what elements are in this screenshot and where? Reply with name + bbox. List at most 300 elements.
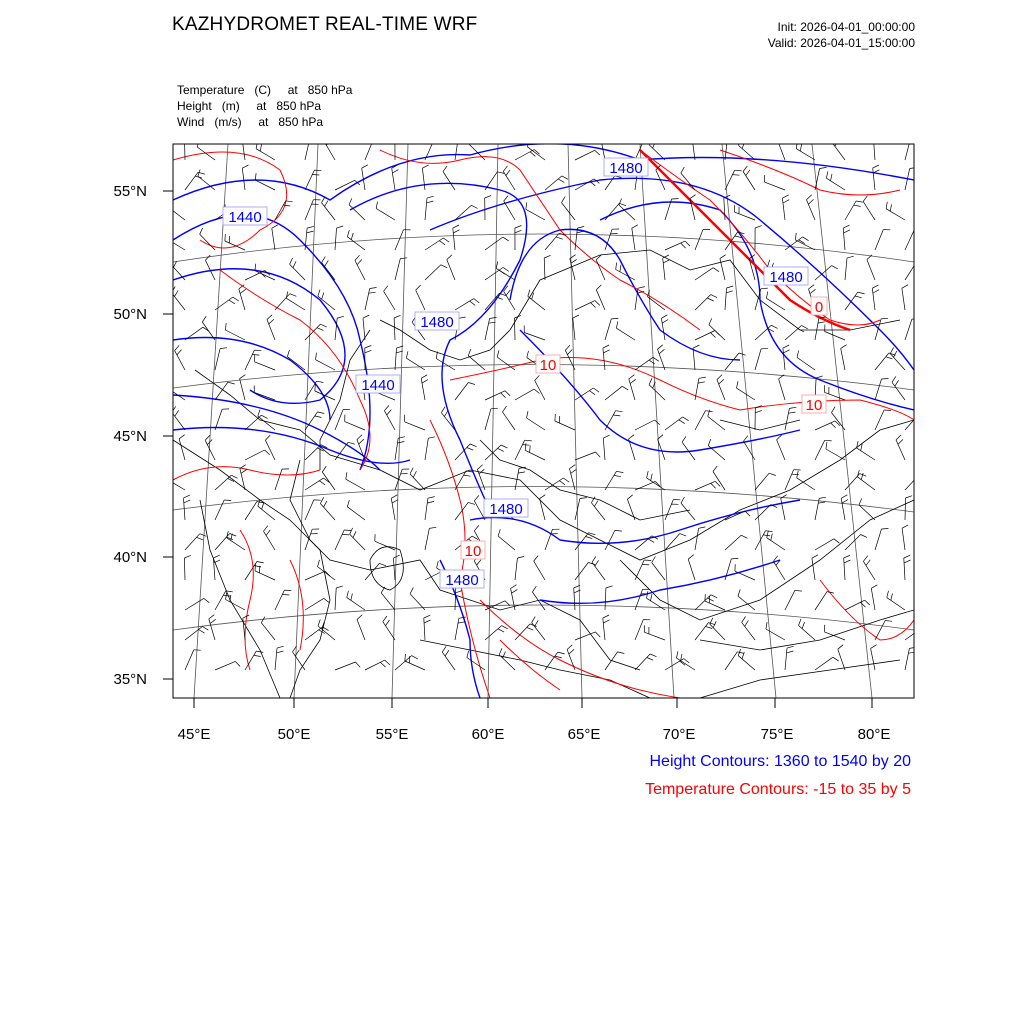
wind-barb-flag	[800, 144, 801, 151]
lon-label-75: 75°E	[760, 726, 794, 743]
wind-barb-flag	[474, 299, 480, 303]
wind-barb-flag	[412, 656, 418, 659]
wind-barb-flag	[569, 649, 574, 654]
wind-barb-flag	[711, 595, 717, 598]
wind-barb-flag	[771, 325, 777, 328]
wind-barb	[545, 478, 563, 490]
wind-barb-flag	[387, 410, 392, 415]
wind-barb-flag	[914, 230, 921, 231]
wind-barb-flag	[826, 442, 827, 449]
wind-barb	[875, 230, 883, 250]
wind-barb	[838, 649, 845, 670]
wind-barb-flag	[595, 301, 600, 306]
wind-barb-flag	[205, 435, 210, 440]
height-label: 1440	[361, 377, 395, 394]
wind-barb-flag	[424, 620, 430, 623]
wind-barb-flag	[706, 626, 713, 628]
wind-barb-flag	[347, 591, 349, 598]
wind-barb-flag	[530, 446, 531, 453]
wind-barb-flag	[896, 435, 901, 440]
wind-barb-flag	[470, 444, 477, 447]
wind-barb	[167, 388, 185, 400]
height-label: 1440	[228, 209, 262, 226]
wind-barb	[596, 260, 605, 280]
wind-barb	[474, 501, 485, 520]
wind-barb	[272, 228, 275, 250]
wind-barb-flag	[603, 615, 609, 618]
wind-barb-flag	[562, 197, 566, 203]
wind-barb-flag	[920, 414, 927, 417]
wind-barb	[725, 535, 741, 550]
wind-barb-flag	[444, 411, 448, 417]
wind-barb-flag	[410, 468, 413, 474]
wind-barb-flag	[713, 268, 719, 272]
wind-barb	[767, 538, 785, 550]
wind-barb	[575, 150, 595, 160]
wind-barb-flag	[728, 136, 735, 138]
wind-barb-flag	[241, 469, 247, 473]
wind-barb	[695, 528, 699, 550]
wind-barb	[393, 558, 395, 580]
wind-barb	[892, 382, 905, 400]
wind-barb-flag	[681, 167, 684, 173]
wind-barb	[688, 559, 695, 580]
wind-barb	[383, 622, 395, 640]
wind-barb-flag	[260, 144, 261, 151]
wind-barb-flag	[620, 265, 621, 272]
wind-barb-flag	[320, 324, 326, 327]
wind-barb-flag	[630, 379, 636, 383]
wind-barb-flag	[682, 436, 686, 442]
wind-barb-flag	[286, 201, 293, 202]
wind-barb-flag	[720, 255, 726, 259]
wind-barb	[725, 288, 727, 310]
wind-barb-flag	[227, 531, 229, 538]
wind-barb	[215, 475, 231, 490]
wind-barb-flag	[501, 393, 506, 398]
wind-barb-flag	[416, 285, 421, 290]
wind-barb-flag	[266, 530, 270, 536]
wind-barb-flag	[872, 285, 878, 288]
wind-barb	[305, 571, 325, 580]
wind-barb-flag	[498, 529, 500, 536]
wind-barb-flag	[826, 171, 828, 178]
wind-barb	[886, 209, 905, 220]
wind-barb	[347, 237, 365, 250]
lon-label-80: 80°E	[857, 726, 891, 743]
wind-barb	[785, 648, 787, 670]
wind-barb-flag	[318, 412, 325, 414]
wind-barb-flag	[527, 351, 529, 358]
wind-barb	[405, 422, 425, 430]
wind-barb	[545, 652, 558, 670]
wind-barb-flag	[365, 350, 372, 353]
init-time: Init: 2026-04-01_00:00:00	[777, 20, 915, 34]
wind-barb-flag	[745, 511, 750, 516]
height-label: 1480	[769, 269, 803, 286]
wind-barb-flag	[810, 289, 816, 293]
wind-barb-flag	[835, 421, 840, 426]
height-label: 1480	[420, 314, 454, 331]
wind-barb	[335, 442, 348, 460]
wind-barb	[468, 356, 485, 370]
height-label: 1480	[489, 501, 523, 518]
wind-barb	[416, 290, 425, 310]
wind-barb	[896, 440, 905, 460]
wind-barb	[725, 138, 728, 160]
wind-barb-flag	[485, 195, 492, 198]
wind-barb-flag	[428, 497, 435, 499]
wind-barb	[322, 203, 336, 220]
wind-barb-flag	[771, 534, 773, 541]
wind-barb	[166, 479, 185, 490]
wind-barb-flag	[858, 292, 865, 294]
wind-barb-flag	[491, 408, 498, 409]
wind-barb-flag	[886, 202, 887, 209]
wind-barb-flag	[613, 415, 620, 416]
wind-barb-flag	[342, 534, 349, 535]
wind-barb	[425, 238, 443, 250]
wind-barb	[735, 571, 755, 580]
wind-barb-flag	[503, 267, 509, 271]
wind-barb	[503, 171, 515, 190]
wind-barb	[815, 592, 827, 610]
wind-barb-flag	[204, 598, 210, 602]
wind-barb-flag	[890, 204, 891, 211]
wind-barb-flag	[690, 195, 696, 199]
wind-barb-flag	[470, 301, 476, 305]
wind-barb	[365, 563, 379, 580]
wind-barb	[485, 409, 491, 430]
wind-barb-flag	[649, 378, 652, 385]
wind-barb	[305, 627, 323, 640]
wind-barb	[797, 357, 815, 370]
wind-barb	[635, 654, 650, 670]
wind-barb	[616, 328, 635, 340]
wind-barb	[293, 652, 306, 670]
wind-barb-flag	[284, 590, 291, 591]
wind-barb-flag	[735, 170, 742, 171]
wind-barb-flag	[809, 285, 815, 289]
wind-barb	[738, 596, 755, 610]
wind-barb-flag	[422, 165, 428, 168]
wind-barb	[781, 498, 785, 520]
wind-barb	[406, 358, 425, 370]
wind-barb	[815, 266, 832, 280]
wind-barb	[785, 326, 802, 341]
wind-barb	[305, 200, 313, 220]
wind-barb	[384, 291, 395, 310]
wind-barb-flag	[616, 411, 623, 412]
wind-barb	[652, 563, 665, 581]
wind-barb-flag	[563, 478, 569, 482]
wind-barb	[349, 205, 365, 220]
wind-barb	[857, 477, 875, 490]
wind-barb	[635, 560, 644, 580]
wind-barb-flag	[320, 481, 326, 485]
wind-barb	[347, 598, 365, 610]
wind-barb	[826, 178, 845, 190]
wind-barb-flag	[833, 657, 839, 661]
wind-barb-flag	[892, 376, 896, 382]
wind-barb-flag	[534, 556, 538, 562]
wind-barb	[902, 288, 905, 310]
wind-barb	[525, 450, 545, 460]
wind-barb-flag	[783, 345, 789, 348]
wind-barb-flag	[505, 391, 510, 396]
wind-barb	[535, 381, 545, 401]
wind-barb	[785, 408, 789, 430]
wind-barb	[242, 168, 245, 190]
wind-barb-flag	[243, 140, 249, 143]
wind-barb-flag	[831, 423, 836, 428]
wind-barb-flag	[616, 321, 617, 328]
wind-barb	[255, 571, 275, 580]
wind-barb-flag	[307, 226, 314, 228]
wind-barb	[405, 661, 425, 670]
wind-barb-flag	[316, 353, 317, 360]
wind-barb	[381, 593, 395, 610]
wind-barb-flag	[861, 444, 863, 451]
wind-barb-flag	[816, 376, 823, 378]
wind-barb	[410, 474, 425, 490]
wind-barb-flag	[203, 327, 209, 331]
wind-barb-flag	[707, 598, 713, 601]
wind-barb-flag	[525, 440, 532, 441]
wind-barb-flag	[511, 585, 517, 589]
wind-barb-flag	[558, 652, 565, 654]
wind-barb-flag	[910, 168, 917, 169]
wind-barb-flag	[857, 470, 859, 477]
wind-barb-flag	[526, 202, 527, 209]
wind-barb-flag	[887, 591, 889, 598]
wind-barb-flag	[558, 179, 564, 182]
wind-barb	[575, 563, 588, 581]
wind-barb	[485, 626, 502, 640]
wind-barb	[738, 656, 755, 670]
wind-barb	[287, 357, 305, 370]
wind-barb	[815, 318, 819, 340]
wind-barb	[357, 620, 365, 641]
wind-barb-flag	[615, 530, 622, 531]
wind-barb-flag	[818, 322, 825, 323]
wind-barb	[905, 230, 914, 250]
wind-barb	[320, 504, 335, 521]
wind-barb	[185, 627, 202, 641]
wind-barb	[485, 237, 503, 250]
wind-barb	[455, 299, 474, 310]
wind-barb	[867, 260, 875, 280]
wind-barb-flag	[424, 615, 430, 618]
wind-barb-flag	[445, 650, 449, 656]
wind-barb-flag	[395, 136, 402, 139]
wind-barb-flag	[726, 291, 733, 293]
wind-barb	[425, 498, 428, 520]
wind-barb-flag	[745, 620, 749, 626]
wind-barb-flag	[855, 296, 862, 298]
wind-barb	[185, 138, 186, 160]
wind-barb-flag	[501, 445, 507, 448]
wind-barb-flag	[324, 136, 329, 142]
wind-barb-flag	[468, 383, 475, 385]
wind-barb-flag	[570, 465, 576, 469]
wind-barb-flag	[797, 351, 799, 358]
wind-barb-flag	[594, 501, 598, 507]
wind-barb-flag	[323, 627, 329, 631]
temperature-contours	[173, 150, 914, 698]
wind-barb-flag	[683, 417, 689, 421]
wind-barb-flag	[647, 658, 653, 661]
wind-barb-flag	[651, 474, 653, 481]
wind-barb	[275, 469, 282, 490]
wind-barb	[225, 241, 245, 250]
wind-barb	[863, 201, 875, 220]
wind-barb-flag	[698, 382, 705, 383]
wind-barb-flag	[838, 645, 843, 650]
wind-barb-flag	[680, 534, 687, 537]
wind-barb-flag	[365, 346, 372, 349]
wind-barb-flag	[527, 140, 529, 147]
wind-barb	[845, 201, 856, 220]
wind-barb-flag	[727, 286, 734, 288]
wind-barb-flag	[427, 201, 434, 203]
wind-barb	[175, 351, 185, 370]
wind-barb-flag	[825, 440, 832, 441]
wind-barb	[773, 561, 785, 580]
wind-barb-flag	[209, 615, 215, 619]
wind-barb	[871, 588, 875, 610]
wind-barb	[766, 298, 785, 310]
chart-title: KAZHYDROMET REAL-TIME WRF	[172, 14, 478, 35]
wind-barb	[245, 450, 265, 460]
wind-barb-flag	[220, 348, 227, 349]
wind-barb-flag	[844, 560, 850, 563]
wind-barb	[905, 498, 906, 520]
wind-barb	[575, 533, 589, 550]
wind-barb	[647, 598, 666, 610]
wind-barb-flag	[627, 495, 632, 500]
wind-barb-flag	[787, 651, 794, 653]
wind-barb-flag	[497, 350, 499, 357]
wind-barb-flag	[256, 142, 257, 149]
wind-barb-flag	[904, 555, 910, 558]
wind-barb	[395, 259, 400, 280]
wind-barb-flag	[847, 256, 854, 258]
wind-barb	[455, 618, 459, 640]
wind-barb	[265, 440, 275, 460]
wind-barb-flag	[376, 202, 377, 209]
wind-barb	[528, 296, 545, 310]
wind-barb	[871, 648, 875, 670]
wind-barb-flag	[559, 481, 565, 485]
wind-barb	[796, 149, 815, 160]
wind-barb	[635, 536, 652, 550]
wind-barb-flag	[324, 501, 327, 507]
wind-barb-flag	[356, 662, 361, 667]
wind-barb	[815, 539, 834, 550]
wind-barb	[227, 538, 245, 550]
wind-barb-flag	[841, 345, 847, 349]
wind-barb-flag	[832, 136, 836, 142]
wind-barb-flag	[322, 466, 326, 472]
wind-barb-flag	[185, 135, 192, 138]
wind-barb	[365, 140, 373, 160]
wind-barb-flag	[741, 535, 747, 538]
wind-barb-flag	[902, 285, 908, 288]
temperature-label: 10	[539, 357, 557, 374]
wind-barb	[905, 474, 920, 490]
wind-barb-flag	[842, 500, 848, 504]
wind-barb	[904, 558, 905, 580]
wind-barb-flag	[755, 410, 762, 412]
wind-barb-flag	[228, 382, 235, 384]
wind-barb-flag	[844, 555, 850, 558]
wind-barb	[335, 530, 344, 550]
wind-barb	[322, 263, 335, 281]
wind-barb-flag	[898, 439, 903, 444]
wind-barb	[185, 598, 204, 610]
wind-barb	[825, 632, 846, 640]
wind-barb	[200, 234, 215, 250]
wind-barb-flag	[586, 537, 593, 539]
wind-barb-flag	[917, 478, 924, 481]
wind-barb-flag	[909, 647, 916, 648]
wind-barb-flag	[235, 661, 240, 666]
lat-label-45: 45°N	[113, 428, 147, 445]
wind-barb-flag	[496, 262, 497, 269]
wind-barb	[632, 228, 635, 250]
wind-barb-flag	[337, 226, 344, 228]
wind-barb-flag	[699, 377, 706, 378]
wind-barb	[172, 412, 185, 430]
wind-barb	[875, 621, 885, 641]
wind-barb-flag	[467, 448, 474, 451]
wind-barb-flag	[310, 138, 317, 139]
wind-barb	[725, 652, 737, 670]
wind-barb-flag	[185, 140, 192, 143]
wind-barb-flag	[325, 260, 329, 266]
wind-barb-flag	[616, 263, 617, 270]
wind-barb	[605, 319, 611, 340]
wind-barb	[873, 168, 875, 190]
wind-barb-flag	[562, 176, 568, 179]
wind-barb-flag	[355, 255, 360, 260]
wind-barb	[286, 298, 305, 310]
wind-barb-flag	[692, 135, 698, 138]
wind-barb	[442, 652, 455, 670]
wind-barb-flag	[767, 531, 769, 538]
wind-barb	[644, 632, 665, 640]
wind-barb-flag	[406, 351, 408, 358]
lat-label-40: 40°N	[113, 549, 147, 566]
wind-barb-flag	[359, 439, 364, 444]
wind-barb-flag	[819, 497, 826, 498]
wind-barb	[185, 650, 194, 670]
wind-barb-flag	[175, 345, 180, 350]
wind-barb-flag	[783, 200, 789, 203]
wind-barb-flag	[663, 260, 669, 263]
wind-barb-flag	[890, 347, 893, 353]
wind-barb	[425, 265, 441, 280]
wind-barb-flag	[917, 262, 924, 263]
wind-barb-flag	[652, 557, 656, 563]
lon-label-60: 60°E	[471, 726, 505, 743]
wind-barb	[455, 205, 471, 220]
wind-barb-flag	[843, 225, 849, 228]
wind-barb-flag	[871, 585, 877, 589]
wind-barb	[485, 391, 505, 400]
wind-barb-flag	[873, 135, 879, 138]
